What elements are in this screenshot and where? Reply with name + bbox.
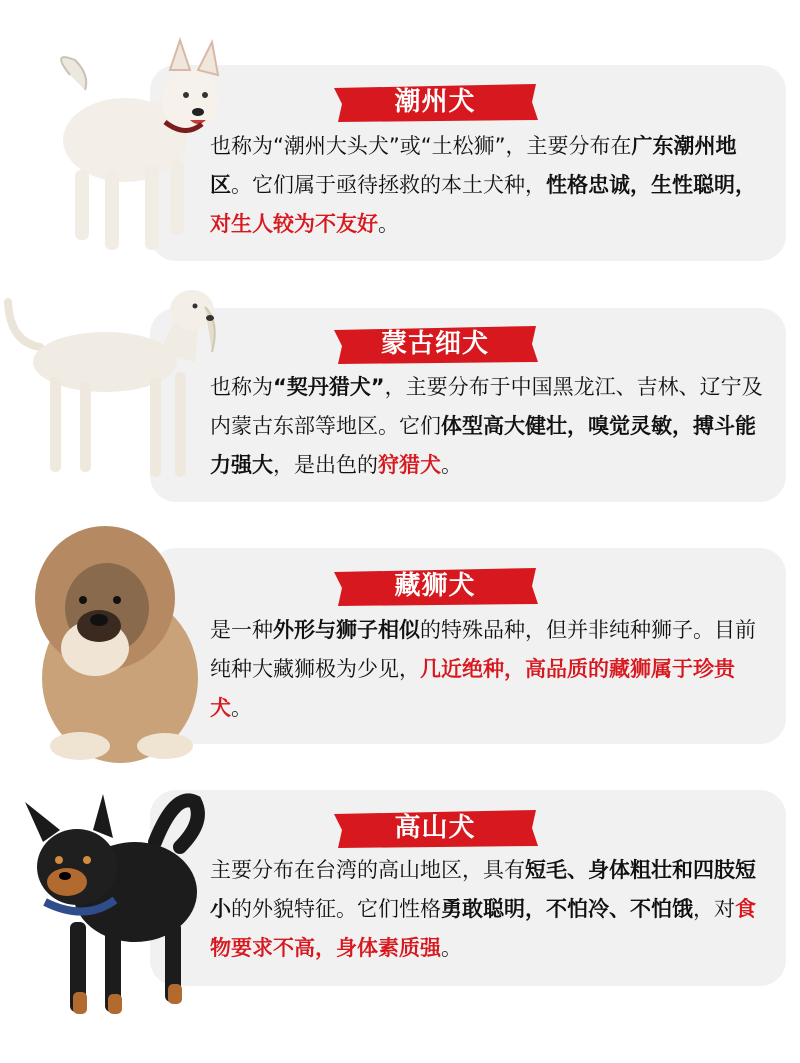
breed-title-tag [330,806,540,850]
description-text: ，主要分布于中国黑龙江、吉林、辽宁及内蒙古东部等地区。它们 [210,375,763,438]
description-text: 是一种 [210,618,273,642]
breed-title-tag [330,80,540,124]
description-text: 。 [441,453,462,477]
highlight-red-text: 狩猎犬 [378,453,441,477]
highlight-red-text: 几近绝种，高品质的藏狮属于珍贵犬 [210,657,735,720]
breed-title-tag [330,564,540,608]
description-text: 主要分布在台湾的高山地区，具有 [210,858,525,882]
description-text: ，对 [693,897,735,921]
highlight-bold-text: “契丹猎犬” [273,375,385,399]
description-text: 也称为“潮州大头犬”或“土松狮”，主要分布在 [210,134,632,158]
breed-description [210,851,765,968]
breed-description [210,127,765,244]
breed-title-tag [330,322,540,366]
highlight-bold-text: 外形与狮子相似 [273,618,420,642]
breed-title: 藏狮犬 [394,571,476,601]
white-dog-image [30,20,230,260]
description-text: 的特殊品种，但并非纯种狮子。目前纯种大藏狮极为少见， [210,618,756,681]
highlight-bold-text: 体型高大健壮，嗅觉灵敏，搏斗能力强大 [210,414,756,477]
highlight-bold-text: 勇敢聪明，不怕冷、不怕饿 [441,897,693,921]
breed-title: 潮州犬 [394,87,476,117]
breed-description [210,611,765,728]
breed-title: 蒙古细犬 [380,329,489,359]
highlight-bold-text: 性格忠诚，生性聪明， [546,173,756,197]
highlight-red-text: 食物要求不高，身体素质强 [210,897,756,960]
breed-description [210,368,765,485]
black-dog-image [15,772,215,1032]
description-text: 也称为 [210,375,273,399]
description-text: 的外貌特征。它们性格 [231,897,441,921]
description-text: 。 [231,696,252,720]
description-text: 。它们属于亟待拯救的本土犬种， [231,173,546,197]
saluki-dog-image [0,282,230,492]
fluffy-dog-image [25,508,205,778]
description-text: 。 [378,212,399,236]
highlight-bold-text: 短毛、身体粗壮和四肢短小 [210,858,756,921]
highlight-bold-text: 广东潮州地区 [210,134,737,197]
highlight-red-text: 对生人较为不友好 [210,212,378,236]
description-text: ，是出色的 [273,453,378,477]
description-text: 。 [441,936,462,960]
breed-title: 高山犬 [394,813,476,843]
